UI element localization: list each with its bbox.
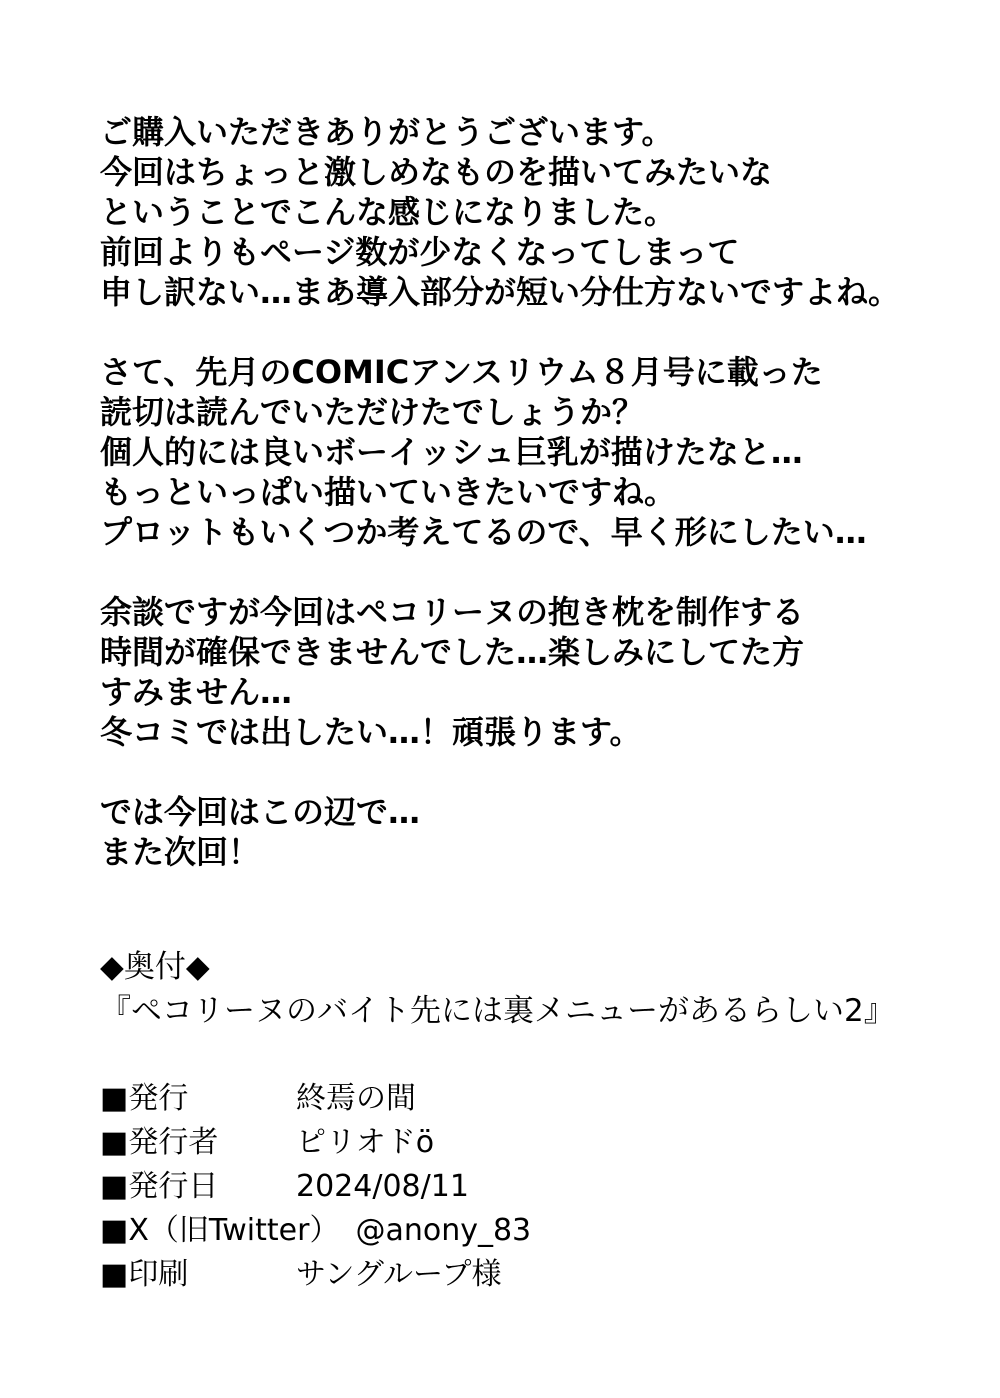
colophon-label: ■発行: [100, 1081, 189, 1116]
afterword-paragraph: [100, 592, 980, 752]
colophon-value: ピリオドö: [296, 1125, 435, 1160]
colophon-row-printer: [100, 1253, 980, 1297]
colophon-rows: [100, 1077, 980, 1297]
colophon-label: ■発行者: [100, 1125, 219, 1160]
afterword-line: 今回はちょっと激しめなものを描いてみたいな: [100, 153, 773, 191]
afterword-line: ということでこんな感じになりました。: [100, 193, 677, 231]
afterword-line: 冬コミでは出したい…！頑張ります。: [100, 713, 642, 751]
afterword-line: では今回はこの辺で…: [100, 793, 421, 831]
afterword-line: すみません…: [100, 673, 293, 711]
colophon-label: ■印刷: [100, 1257, 189, 1292]
colophon-value: 2024/08/11: [296, 1169, 469, 1204]
colophon-heading: ◆奥付◆: [100, 949, 210, 985]
afterword-line: 個人的には良いボーイッシュ巨乳が描けたなと…: [100, 433, 803, 471]
colophon-row-author: [100, 1121, 980, 1165]
afterword-line: ご購入いただきありがとうございます。: [100, 113, 674, 151]
afterword-line: 申し訳ない…まあ導入部分が短い分仕方ないですよね。: [100, 273, 901, 311]
colophon-value: 終焉の間: [296, 1081, 416, 1116]
afterword-line: 時間が確保できませんでした…楽しみにしてた方: [100, 633, 805, 671]
colophon-label: ■X（旧Twitter）: [100, 1213, 340, 1248]
afterword-paragraph: [100, 352, 980, 552]
afterword-paragraph: [100, 112, 980, 312]
colophon-row-publisher-circle: [100, 1077, 980, 1121]
afterword-line: さて、先月のCOMICアンスリウム８月号に載った: [100, 353, 823, 391]
colophon-section: [100, 945, 980, 1297]
colophon-row-twitter: [100, 1209, 980, 1253]
colophon-row-publish-date: [100, 1165, 980, 1209]
colophon-label: ■発行日: [100, 1169, 219, 1204]
page-content: [100, 112, 980, 1297]
colophon-value: @anony_83: [355, 1213, 532, 1248]
afterword-line: もっといっぱい描いていきたいですね。: [100, 473, 677, 511]
afterword-line: プロットもいくつか考えてるので、早く形にしたい…: [100, 513, 867, 551]
afterword-paragraph: [100, 792, 980, 872]
afterword-line: 前回よりもページ数が少なくなってしまって: [100, 233, 740, 271]
colophon-value: サングループ様: [296, 1257, 502, 1292]
afterword-line: 読切は読んでいただけたでしょうか？: [100, 393, 645, 431]
afterword-line: また次回！: [100, 833, 261, 871]
afterword-line: 余談ですが今回はペコリーヌの抱き枕を制作する: [100, 593, 805, 631]
book-title: 『ペコリーヌのバイト先には裏メニューがあるらしい2』: [100, 993, 895, 1029]
